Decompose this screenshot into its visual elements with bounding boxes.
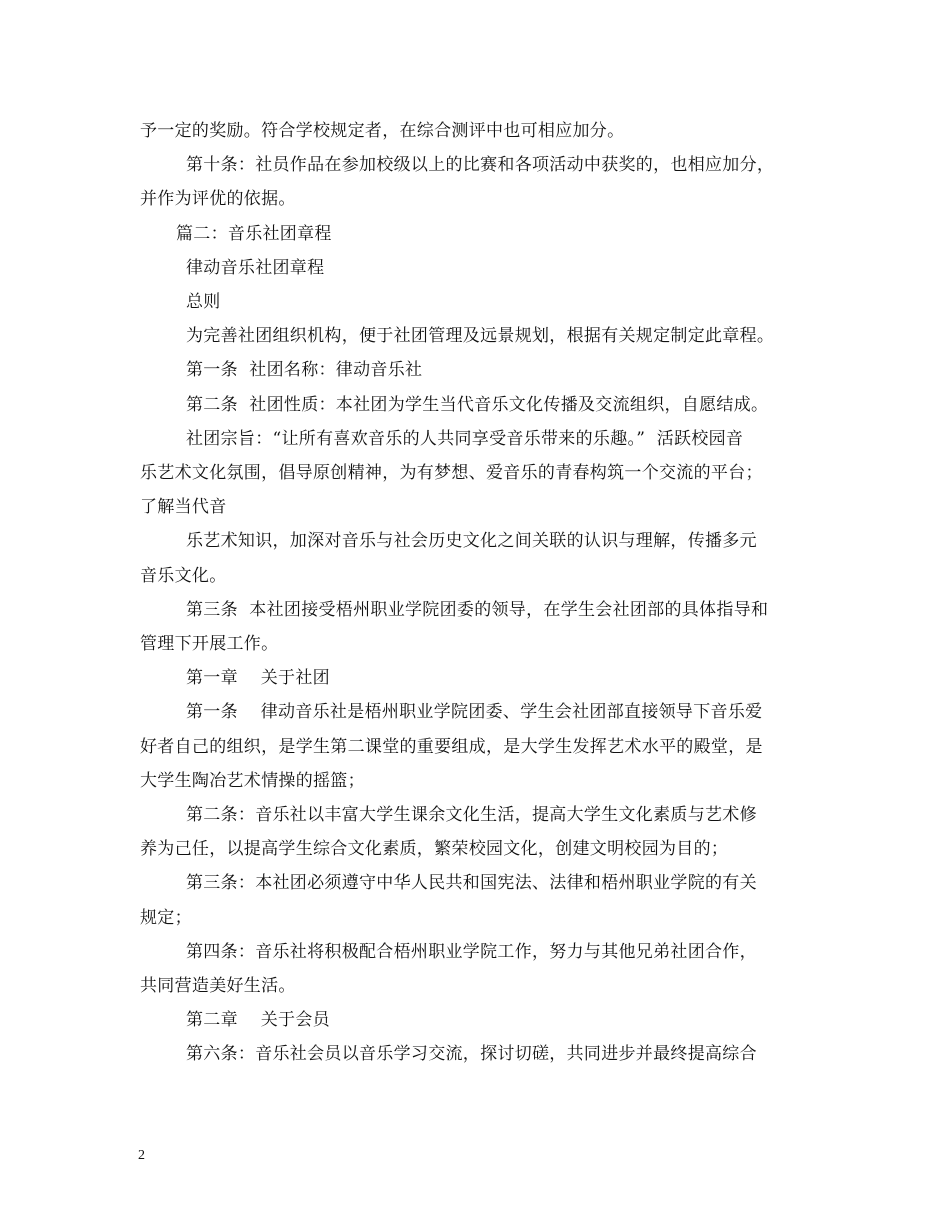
document-title: 律动音乐社团章程 <box>186 257 325 278</box>
section-heading: 总则 <box>186 292 221 313</box>
paragraph-line: 为完善社团组织机构，便于社团管理及远景规划，根据有关规定制定此章程。 <box>186 326 775 347</box>
paragraph-line: 并作为评优的依据。 <box>140 189 296 210</box>
paragraph-line: 社团宗旨：“让所有喜欢音乐的人共同享受音乐带来的乐趣。” 活跃校园音 <box>186 428 744 449</box>
document-body <box>140 114 830 1072</box>
paragraph-line: 乐艺术知识，加深对音乐与社会历史文化之间关联的认识与理解，传播多元 <box>186 531 757 552</box>
section-heading: 篇二：音乐社团章程 <box>176 223 332 244</box>
paragraph-line: 音乐文化。 <box>140 565 227 586</box>
paragraph-line: 予一定的奖励。符合学校规定者，在综合测评中也可相应加分。 <box>140 121 625 141</box>
paragraph-line: 第一条 社团名称：律动音乐社 <box>186 360 423 381</box>
paragraph-line: 管理下开展工作。 <box>140 634 279 655</box>
paragraph-line: 第四条：音乐社将积极配合梧州职业学院工作，努力与其他兄弟社团合作， <box>186 941 757 962</box>
paragraph-line: 养为己任，以提高学生综合文化素质，繁荣校园文化，创建文明校园为目的； <box>140 839 729 860</box>
paragraph-line: 了解当代音 <box>140 497 227 518</box>
paragraph-line: 第一条 律动音乐社是梧州职业学院团委、学生会社团部直接领导下音乐爱 <box>186 702 763 723</box>
paragraph-line: 第三条 本社团接受梧州职业学院团委的领导，在学生会社团部的具体指导和 <box>186 599 769 620</box>
chapter-heading: 第二章 关于会员 <box>186 1010 330 1031</box>
paragraph-line: 第六条：音乐社会员以音乐学习交流，探讨切磋，共同进步并最终提高综合 <box>186 1044 757 1065</box>
paragraph-line: 第十条：社员作品在参加校级以上的比赛和各项活动中获奖的，也相应加分， <box>186 155 775 176</box>
paragraph-line: 好者自己的组织，是学生第二课堂的重要组成，是大学生发挥艺术水平的殿堂，是 <box>140 736 763 757</box>
paragraph-line: 规定； <box>140 907 192 928</box>
paragraph-line: 共同营造美好生活。 <box>140 976 296 997</box>
paragraph-line: 第三条：本社团必须遵守中华人民共和国宪法、法律和梧州职业学院的有关 <box>186 873 757 894</box>
page-number: 2 <box>138 1148 145 1163</box>
paragraph-line: 大学生陶冶艺术情操的摇篮； <box>140 770 365 791</box>
chapter-heading: 第一章 关于社团 <box>186 668 330 689</box>
paragraph-line: 第二条 社团性质：本社团为学生当代音乐文化传播及交流组织，自愿结成。 <box>186 394 769 415</box>
paragraph-line: 第二条：音乐社以丰富大学生课余文化生活，提高大学生文化素质与艺术修 <box>186 805 757 826</box>
paragraph-line: 乐艺术文化氛围，倡导原创精神，为有梦想、爱音乐的青春构筑一个交流的平台； <box>140 463 763 484</box>
